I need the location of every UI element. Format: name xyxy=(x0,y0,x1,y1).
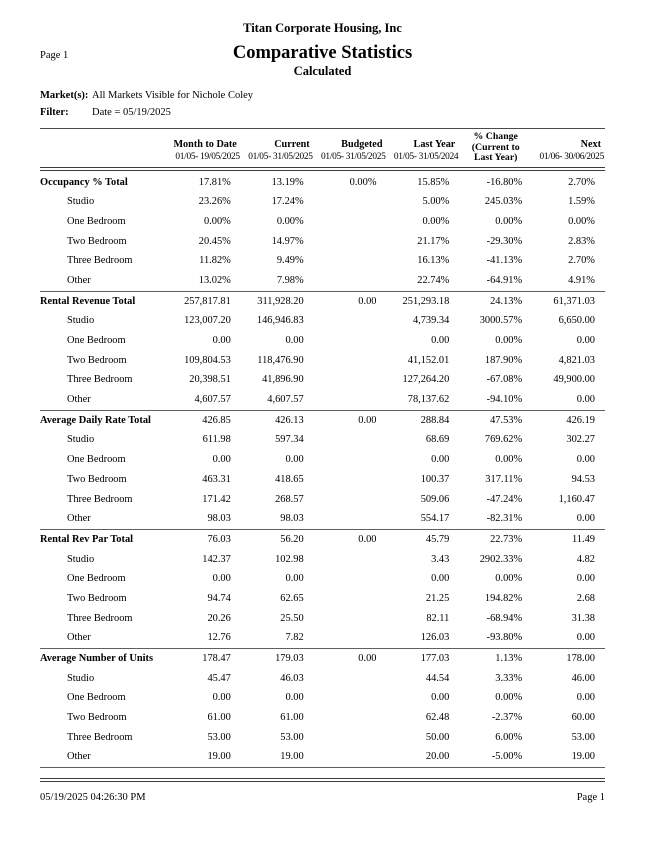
cell-value: 45.47 xyxy=(207,672,231,684)
cell-value: 41,152.01 xyxy=(407,354,450,366)
cell-value: 5.00% xyxy=(422,196,450,208)
cell-value: 4.82 xyxy=(576,553,595,565)
cell-value xyxy=(314,470,387,490)
column-label: % Change xyxy=(473,131,518,142)
cell-value xyxy=(314,589,387,609)
cell-value: 0.00 xyxy=(212,335,231,346)
cell-value: 178.00 xyxy=(566,653,595,664)
column-header-pct-change xyxy=(459,132,532,164)
cell-value: 17.81% xyxy=(198,176,231,188)
cell-value: 418.65 xyxy=(275,473,304,485)
cell-value: 98.03 xyxy=(280,513,304,525)
cell-value: 554.17 xyxy=(420,513,450,525)
column-label: Budgeted xyxy=(341,138,383,150)
column-date-range: 01/05- 31/05/2025 xyxy=(248,151,313,162)
row-label: Other xyxy=(67,751,91,763)
table-row xyxy=(40,232,605,252)
cell-value xyxy=(314,708,387,728)
cell-value: 0.00 xyxy=(431,454,450,466)
cell-value: 2.68 xyxy=(576,592,595,604)
table-row xyxy=(40,370,605,390)
cell-value: 4.91% xyxy=(568,274,595,286)
cell-value: -67.08% xyxy=(486,374,523,386)
row-label: Other xyxy=(67,394,91,406)
cell-value: 0.00% xyxy=(203,215,231,227)
cell-value: 288.84 xyxy=(420,414,450,426)
section-title: Occupancy % Total xyxy=(40,176,128,188)
cell-value: 13.19% xyxy=(271,176,304,188)
cell-value: -94.10% xyxy=(486,394,523,406)
cell-value: -2.37% xyxy=(491,712,523,724)
cell-value: 78,137.62 xyxy=(407,394,450,406)
cell-value: 46.00 xyxy=(571,672,595,684)
cell-value: 0.00 xyxy=(576,513,595,525)
cell-value: 509.06 xyxy=(420,493,450,505)
cell-value: 0.00 xyxy=(212,573,231,585)
cell-value xyxy=(314,212,387,232)
cell-value xyxy=(314,747,387,767)
table-row xyxy=(40,728,605,748)
report-title: Comparative Statistics xyxy=(232,43,413,63)
cell-value: 14.97% xyxy=(271,235,304,247)
section-total-row xyxy=(40,292,605,312)
table-row xyxy=(40,390,605,410)
cell-value: 194.82% xyxy=(484,592,523,604)
cell-value: 0.00% xyxy=(495,692,523,704)
column-label-sub: Last Year) xyxy=(474,152,518,163)
cell-value: 94.74 xyxy=(207,592,231,604)
cell-value: 94.53 xyxy=(571,473,595,485)
column-header-budgeted xyxy=(314,139,387,164)
section-title: Average Daily Rate Total xyxy=(40,414,151,426)
row-label: Two Bedroom xyxy=(67,712,127,724)
cell-value: 46.03 xyxy=(280,672,304,684)
company-name: Titan Corporate Housing, Inc xyxy=(243,21,402,35)
table-row xyxy=(40,569,605,589)
table-row xyxy=(40,271,605,291)
cell-value: -29.30% xyxy=(486,235,523,247)
cell-value: -93.80% xyxy=(486,632,523,644)
cell-value xyxy=(314,509,387,529)
cell-value: 20.26 xyxy=(207,612,231,624)
cell-value: 0.00 xyxy=(285,454,304,466)
cell-value: 17.24% xyxy=(271,196,304,208)
cell-value: 19.00 xyxy=(571,751,595,763)
table-row xyxy=(40,430,605,450)
table-row xyxy=(40,688,605,708)
cell-value: 20.45% xyxy=(198,235,231,247)
column-label: Last Year xyxy=(413,138,456,150)
cell-value: 4,607.57 xyxy=(267,394,304,406)
cell-value: 2.70% xyxy=(568,255,595,267)
cell-value: 24.13% xyxy=(490,295,523,307)
cell-value: 187.90% xyxy=(484,354,523,366)
footer-timestamp: 05/19/2025 04:26:30 PM xyxy=(40,792,146,803)
cell-value: 118,476.90 xyxy=(257,354,304,366)
cell-value: -47.24% xyxy=(486,493,523,505)
cell-value: 4,821.03 xyxy=(558,354,595,366)
row-label: Other xyxy=(67,274,91,286)
table-row xyxy=(40,450,605,470)
cell-value: 597.34 xyxy=(275,434,304,446)
cell-value: 0.00% xyxy=(495,215,523,227)
cell-value: -64.91% xyxy=(486,274,523,286)
table-row xyxy=(40,251,605,271)
row-label: One Bedroom xyxy=(67,692,126,704)
table-row xyxy=(40,311,605,331)
row-label: One Bedroom xyxy=(67,454,126,466)
cell-value: 76.03 xyxy=(207,533,231,545)
row-label: Two Bedroom xyxy=(67,592,127,604)
table-row xyxy=(40,192,605,212)
cell-value: 25.50 xyxy=(280,612,304,624)
row-label: Studio xyxy=(67,315,95,327)
table-row xyxy=(40,490,605,510)
cell-value: 20.00 xyxy=(425,751,450,763)
cell-value: 13.02% xyxy=(198,274,231,286)
markets-value: All Markets Visible for Nichole Coley xyxy=(92,90,254,101)
cell-value: 171.42 xyxy=(202,493,231,505)
section-total-row xyxy=(40,173,605,193)
row-label: Three Bedroom xyxy=(67,731,133,743)
cell-value: 4,607.57 xyxy=(194,394,231,406)
section-title: Rental Revenue Total xyxy=(40,295,136,307)
cell-value: 0.00 xyxy=(576,394,595,406)
cell-value xyxy=(314,490,387,510)
table-bottom-rule xyxy=(40,778,605,782)
row-label: Three Bedroom xyxy=(67,612,133,624)
cell-value xyxy=(314,628,387,648)
cell-value: 0.00 xyxy=(212,692,231,704)
cell-value: 0.00% xyxy=(276,215,304,227)
column-header-month-to-date xyxy=(168,139,241,164)
table-row xyxy=(40,669,605,689)
cell-value: 0.00 xyxy=(431,335,450,346)
cell-value: 0.00 xyxy=(358,414,377,426)
cell-value: 123,007.20 xyxy=(184,315,231,327)
cell-value: 53.00 xyxy=(571,731,595,743)
cell-value: 179.03 xyxy=(275,653,304,664)
cell-value: 82.11 xyxy=(426,612,450,624)
section-title: Average Number of Units xyxy=(40,653,154,664)
table-row xyxy=(40,351,605,371)
cell-value: 41,896.90 xyxy=(262,374,304,386)
cell-value: 1.59% xyxy=(568,196,595,208)
cell-value: 426.85 xyxy=(202,414,231,426)
cell-value xyxy=(314,331,387,351)
filter-row xyxy=(40,107,253,118)
cell-value xyxy=(314,550,387,570)
cell-value: 146,946.83 xyxy=(256,315,304,327)
cell-value: 11.82% xyxy=(199,255,231,267)
cell-value: 15.85% xyxy=(417,176,450,188)
cell-value: 4,739.34 xyxy=(412,315,450,327)
cell-value xyxy=(314,688,387,708)
cell-value: 109,804.53 xyxy=(184,354,231,366)
cell-value: 0.00 xyxy=(576,632,595,644)
page-footer xyxy=(40,792,605,803)
cell-value: 11.49 xyxy=(571,533,595,545)
column-date-range: 01/05- 19/05/2025 xyxy=(175,151,240,162)
cell-value: 53.00 xyxy=(207,731,231,743)
cell-value: 61.00 xyxy=(280,712,304,724)
cell-value: -5.00% xyxy=(491,751,523,763)
cell-value: 0.00% xyxy=(349,176,377,188)
cell-value xyxy=(314,192,387,212)
column-label-sub: (Current to xyxy=(471,141,520,153)
cell-value: 611.98 xyxy=(202,434,231,446)
cell-value: 6,650.00 xyxy=(558,315,595,327)
cell-value: 127,264.20 xyxy=(402,374,450,386)
section-total-row xyxy=(40,530,605,550)
column-date-range: 01/05- 31/05/2025 xyxy=(321,151,386,162)
table-row xyxy=(40,331,605,351)
row-label: Two Bedroom xyxy=(67,235,127,247)
cell-value xyxy=(314,370,387,390)
cell-value: 311,928.20 xyxy=(257,295,304,307)
cell-value: 0.00% xyxy=(495,454,523,466)
cell-value: 62.65 xyxy=(280,592,304,604)
cell-value: 2.70% xyxy=(568,176,595,188)
cell-value: 100.37 xyxy=(420,473,450,485)
cell-value: 22.73% xyxy=(490,533,523,545)
row-label: Two Bedroom xyxy=(67,354,127,366)
cell-value: 0.00 xyxy=(431,692,450,704)
cell-value: 0.00 xyxy=(576,573,595,585)
markets-row xyxy=(40,90,253,101)
cell-value: 44.54 xyxy=(425,672,450,684)
cell-value: 251,293.18 xyxy=(402,295,450,307)
column-label: Next xyxy=(580,138,601,150)
cell-value: -82.31% xyxy=(486,513,523,525)
section-total-row xyxy=(40,649,605,669)
cell-value: 0.00 xyxy=(285,692,304,704)
table-header xyxy=(40,129,605,167)
cell-value: 7.98% xyxy=(276,274,304,286)
column-date-range: 01/06- 30/06/2025 xyxy=(539,151,604,162)
cell-value xyxy=(314,430,387,450)
row-label: Other xyxy=(67,513,91,525)
cell-value: 16.13% xyxy=(417,255,450,267)
cell-value xyxy=(314,311,387,331)
cell-value xyxy=(314,271,387,291)
cell-value: 53.00 xyxy=(280,731,304,743)
cell-value: -16.80% xyxy=(486,176,523,188)
cell-value: 0.00 xyxy=(212,454,231,466)
cell-value xyxy=(314,569,387,589)
row-label: Studio xyxy=(67,196,95,208)
row-label: Other xyxy=(67,632,91,644)
cell-value xyxy=(314,232,387,252)
cell-value xyxy=(314,390,387,410)
cell-value: 61.00 xyxy=(207,712,231,724)
markets-label: Market(s): xyxy=(40,90,89,101)
cell-value: 0.00% xyxy=(495,335,523,346)
section-title: Rental Rev Par Total xyxy=(40,533,134,545)
table-body xyxy=(40,171,605,769)
cell-value: 0.00 xyxy=(358,295,377,307)
cell-value: 1.13% xyxy=(495,653,523,664)
row-label: Studio xyxy=(67,434,95,446)
cell-value: 20,398.51 xyxy=(189,374,231,386)
cell-value xyxy=(314,351,387,371)
cell-value xyxy=(314,251,387,271)
cell-value: 426.19 xyxy=(566,414,595,426)
cell-value xyxy=(314,609,387,629)
cell-value: 302.27 xyxy=(566,434,595,446)
cell-value: 7.82 xyxy=(285,632,304,644)
report-subtitle: Calculated xyxy=(293,64,352,78)
cell-value: 21.25 xyxy=(425,592,450,604)
table-row xyxy=(40,747,605,767)
cell-value: 0.00 xyxy=(285,335,304,346)
cell-value: 19.00 xyxy=(280,751,304,763)
cell-value xyxy=(314,728,387,748)
cell-value: 426.13 xyxy=(275,414,304,426)
cell-value: -41.13% xyxy=(486,255,523,267)
cell-value: 257,817.81 xyxy=(184,295,231,307)
cell-value: 6.00% xyxy=(495,731,523,743)
cell-value: 126.03 xyxy=(420,632,450,644)
cell-value: 21.17% xyxy=(417,235,450,247)
cell-value: 0.00 xyxy=(358,533,377,545)
column-date-range: 01/05- 31/05/2024 xyxy=(393,151,459,162)
cell-value: 0.00% xyxy=(495,573,523,585)
cell-value: 102.98 xyxy=(275,553,304,565)
cell-value: 0.00 xyxy=(576,692,595,704)
table-row xyxy=(40,550,605,570)
page-number-top: Page 1 xyxy=(40,50,69,61)
cell-value: 60.00 xyxy=(571,712,595,724)
cell-value: 31.38 xyxy=(571,612,595,624)
cell-value: 178.47 xyxy=(202,653,231,664)
column-header-current xyxy=(241,139,314,164)
cell-value: 0.00 xyxy=(358,653,377,664)
table-row xyxy=(40,509,605,529)
row-label: One Bedroom xyxy=(67,215,126,227)
cell-value: 9.49% xyxy=(276,255,304,267)
cell-value: 0.00% xyxy=(422,215,450,227)
table-row xyxy=(40,628,605,648)
cell-value xyxy=(314,450,387,470)
row-label: Three Bedroom xyxy=(67,255,133,267)
cell-value: 2.83% xyxy=(568,235,595,247)
column-label: Month to Date xyxy=(173,138,237,150)
cell-value xyxy=(314,669,387,689)
column-label: Current xyxy=(274,138,310,150)
row-label: One Bedroom xyxy=(67,573,126,585)
table-end-gap xyxy=(40,768,605,778)
cell-value: 317.11% xyxy=(485,473,523,485)
cell-value: 2902.33% xyxy=(479,553,523,565)
cell-value: 268.57 xyxy=(275,493,304,505)
filter-label: Filter: xyxy=(40,106,69,118)
cell-value: 3.33% xyxy=(495,672,523,684)
cell-value: 23.26% xyxy=(198,196,231,208)
row-label: One Bedroom xyxy=(67,335,126,346)
table-row xyxy=(40,212,605,232)
cell-value: 68.69 xyxy=(425,434,450,446)
cell-value: 245.03% xyxy=(484,196,523,208)
statistics-table xyxy=(40,128,605,782)
cell-value: 0.00 xyxy=(285,573,304,585)
cell-value: 1,160.47 xyxy=(558,493,595,505)
table-row xyxy=(40,589,605,609)
column-header-next xyxy=(532,139,605,164)
cell-value: 56.20 xyxy=(280,533,304,545)
cell-value: 3.43 xyxy=(431,553,450,565)
column-header-last-year xyxy=(386,139,459,164)
cell-value: 0.00% xyxy=(568,215,595,227)
cell-value: 177.03 xyxy=(420,653,450,664)
row-label: Studio xyxy=(67,672,95,684)
cell-value: 98.03 xyxy=(207,513,231,525)
table-row xyxy=(40,609,605,629)
cell-value: 142.37 xyxy=(202,553,231,565)
row-label: Three Bedroom xyxy=(67,493,133,505)
cell-value: -68.94% xyxy=(486,612,523,624)
cell-value: 50.00 xyxy=(425,731,450,743)
cell-value: 49,900.00 xyxy=(553,374,595,386)
cell-value: 45.79 xyxy=(425,533,450,545)
row-label: Two Bedroom xyxy=(67,473,127,485)
footer-page-number: Page 1 xyxy=(576,792,605,803)
table-row xyxy=(40,470,605,490)
report-filters xyxy=(40,90,253,123)
filter-value: Date = 05/19/2025 xyxy=(92,106,171,118)
cell-value: 19.00 xyxy=(207,751,231,763)
cell-value: 47.53% xyxy=(490,414,523,426)
cell-value: 12.76 xyxy=(207,632,231,644)
cell-value: 22.74% xyxy=(417,274,450,286)
cell-value: 3000.57% xyxy=(479,315,523,327)
cell-value: 61,371.03 xyxy=(553,295,595,307)
row-label: Studio xyxy=(67,553,95,565)
cell-value: 0.00 xyxy=(576,454,595,466)
cell-value: 62.48 xyxy=(425,712,450,724)
section-total-row xyxy=(40,411,605,431)
row-label: Three Bedroom xyxy=(67,374,133,386)
cell-value: 463.31 xyxy=(202,473,231,485)
cell-value: 0.00 xyxy=(576,335,595,346)
cell-value: 769.62% xyxy=(484,434,523,446)
table-row xyxy=(40,708,605,728)
cell-value: 0.00 xyxy=(431,573,450,585)
